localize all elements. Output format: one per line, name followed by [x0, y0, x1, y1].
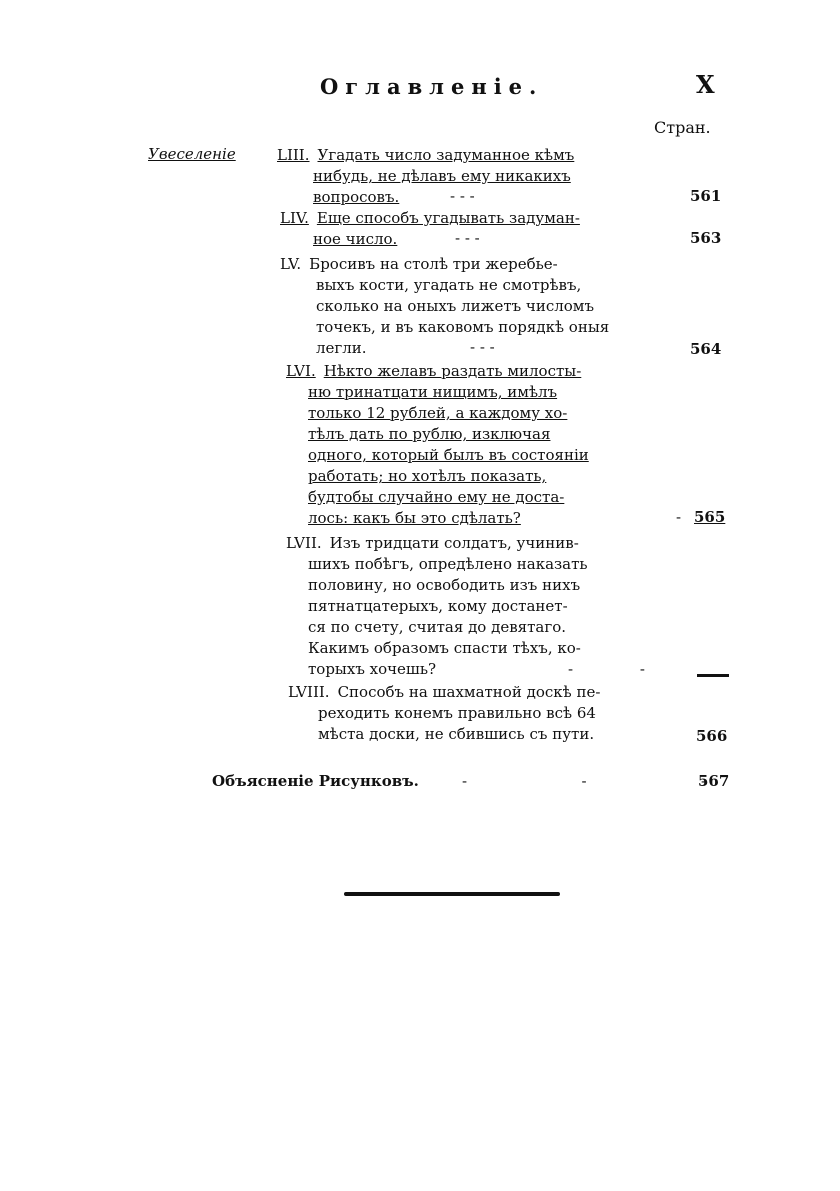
entry-line: шихъ побѣгъ, опредѣлено наказать	[308, 555, 588, 573]
entry-page: 564	[690, 340, 722, 358]
entry-line: Угадать число задуманное кѣмъ	[317, 146, 575, 164]
entry-number: LVI.	[286, 362, 316, 380]
page-column-label: Стран.	[654, 118, 711, 137]
entry-line: лось: какъ бы это сдѣлать?	[308, 509, 521, 527]
toc-entry-58	[288, 682, 600, 745]
entry-line: только 12 рублей, а каждому хо-	[308, 404, 568, 422]
entry-page: 563	[690, 229, 722, 247]
leader-dots: - - -	[470, 338, 495, 356]
closing-rule	[344, 892, 560, 896]
entry-line: точекъ, и въ каковомъ порядкѣ оныя	[316, 318, 610, 336]
leader-dots: - - -	[450, 187, 475, 205]
entry-line: ся по счету, считая до девятаго.	[308, 618, 567, 636]
entry-line: одного, который былъ въ состояніи	[308, 446, 589, 464]
entry-page: 566	[696, 727, 728, 745]
entry-line: Еще способъ угадывать задуман-	[316, 209, 580, 227]
entry-line: реходить конемъ правильно всѣ 64	[318, 704, 596, 722]
entry-line: нибудь, не дѣлавъ ему никакихъ	[313, 167, 571, 185]
entry-page: 565	[694, 508, 726, 526]
entry-line: Бросивъ на столѣ три жеребье-	[309, 255, 558, 273]
entry-line: вопросовъ.	[313, 188, 400, 206]
page-title: Оглавленіе.	[320, 74, 544, 99]
leader-dots: - - -	[462, 772, 707, 790]
toc-entry-57	[286, 533, 588, 680]
entry-number: LVIII.	[288, 683, 330, 701]
entry-number: LIV.	[280, 209, 309, 227]
entry-line: ное число.	[313, 230, 398, 248]
entry-line: Изъ тридцати солдатъ, учинив-	[329, 534, 579, 552]
page-ditto-dash	[697, 674, 729, 677]
leader-dots: - - -	[455, 229, 480, 247]
entry-line: Нѣкто желавъ раздать милосты-	[323, 362, 582, 380]
entry-number: LV.	[280, 255, 302, 273]
section-heading: Увеселеніе	[148, 145, 236, 163]
entry-line: торыхъ хочешь?	[308, 660, 437, 678]
leader-dash: - -	[568, 660, 645, 678]
entry-line: мѣста доски, не сбившись съ пути.	[318, 725, 595, 743]
entry-number: LVII.	[286, 534, 322, 552]
entry-line: ню тринатцати нищимъ, имѣлъ	[308, 383, 558, 401]
entry-line: тѣлъ дать по рублю, изключая	[308, 425, 551, 443]
entry-line: пятнатцатерыхъ, кому достанет-	[308, 597, 568, 615]
entry-line: работать; но хотѣлъ показать,	[308, 467, 547, 485]
entry-line: легли.	[316, 339, 367, 357]
entry-line: Способъ на шахматной доскѣ пе-	[337, 683, 601, 701]
entry-line: выхъ кости, угадать не смотрѣвъ,	[316, 276, 582, 294]
entry-page: 561	[690, 187, 722, 205]
final-entry-page: 567	[698, 772, 730, 790]
entry-line: будтобы случайно ему не доста-	[308, 488, 565, 506]
leader-dash: -	[676, 508, 682, 526]
toc-entry-55	[280, 254, 609, 359]
entry-number: LIII.	[277, 146, 310, 164]
toc-entry-54	[280, 208, 580, 250]
page-number: X	[696, 70, 715, 99]
entry-line: сколько на оныхъ лижетъ числомъ	[316, 297, 595, 315]
toc-entry-56	[286, 361, 589, 529]
entry-line: половину, но освободить изъ нихъ	[308, 576, 581, 594]
toc-entry-53	[277, 145, 574, 208]
final-entry-label: Объясненіе Рисунковъ.	[212, 772, 419, 790]
entry-line: Какимъ образомъ спасти тѣхъ, ко-	[308, 639, 581, 657]
